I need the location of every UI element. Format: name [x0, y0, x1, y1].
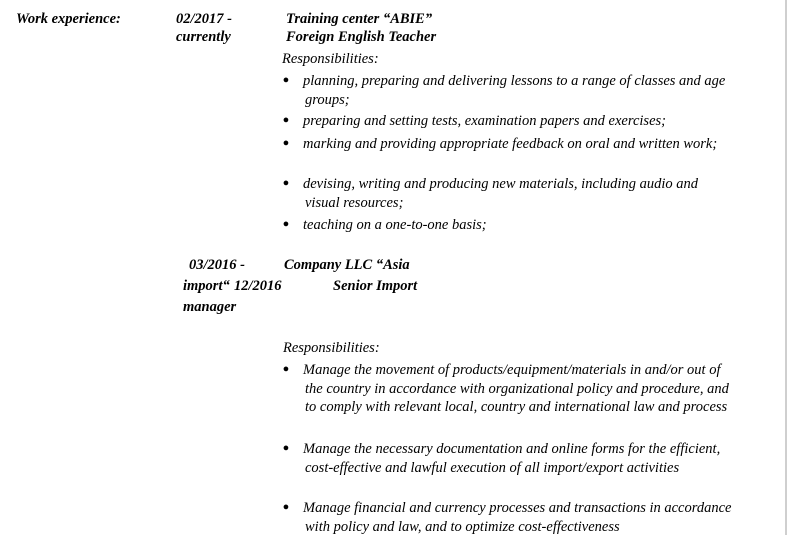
job2-responsibilities-heading: Responsibilities:: [283, 340, 380, 356]
bullet-icon: ●: [282, 501, 290, 513]
bullet-icon: ●: [282, 137, 290, 149]
bullet-icon: ●: [282, 363, 290, 375]
list-item: preparing and setting tests, examination papers and exercises;: [303, 113, 666, 129]
job1-responsibilities-heading: Responsibilities:: [282, 51, 379, 67]
list-item: marking and providing appropriate feedback on oral and written work;: [303, 136, 718, 152]
bullet-icon: ●: [282, 114, 290, 126]
job2-company-line2: import“: [183, 278, 230, 294]
job2-company-line1: Company LLC “Asia: [284, 257, 410, 273]
job1-employer: Training center “ABIE”: [286, 11, 433, 27]
list-item: devising, writing and producing new materials, including audio and visual resources;: [303, 176, 698, 211]
bullet-icon: ●: [282, 218, 290, 230]
job1-position: Foreign English Teacher: [286, 29, 437, 45]
list-item: teaching on a one-to-one basis;: [303, 217, 487, 233]
job1-date-start: 02/2017 -: [176, 11, 232, 27]
job1-date-end: currently: [176, 29, 231, 45]
bullet-icon: ●: [282, 177, 290, 189]
list-item: Manage the movement of products/equipment/materials in and/or out of the country in accordance with organizational policy and procedure, and to comply with relevant local, country and international law and process: [303, 362, 729, 415]
job2-position-part1: Senior Import: [333, 278, 418, 294]
list-item: Manage the necessary documentation and online forms for the efficient, cost-effective and lawful execution of all import/export activities: [303, 441, 721, 476]
job2-date-start: 03/2016 -: [189, 257, 245, 273]
section-label: Work experience:: [16, 11, 121, 27]
job2-position-part2: manager: [183, 299, 237, 315]
list-item: Manage financial and currency processes and transactions in accordance with policy and law, and to optimize cost-effectiveness: [303, 500, 732, 535]
bullet-icon: ●: [282, 442, 290, 454]
list-item: planning, preparing and delivering lessons to a range of classes and age groups;: [303, 73, 726, 108]
bullet-icon: ●: [282, 74, 290, 86]
job2-date-end: 12/2016: [234, 278, 282, 294]
